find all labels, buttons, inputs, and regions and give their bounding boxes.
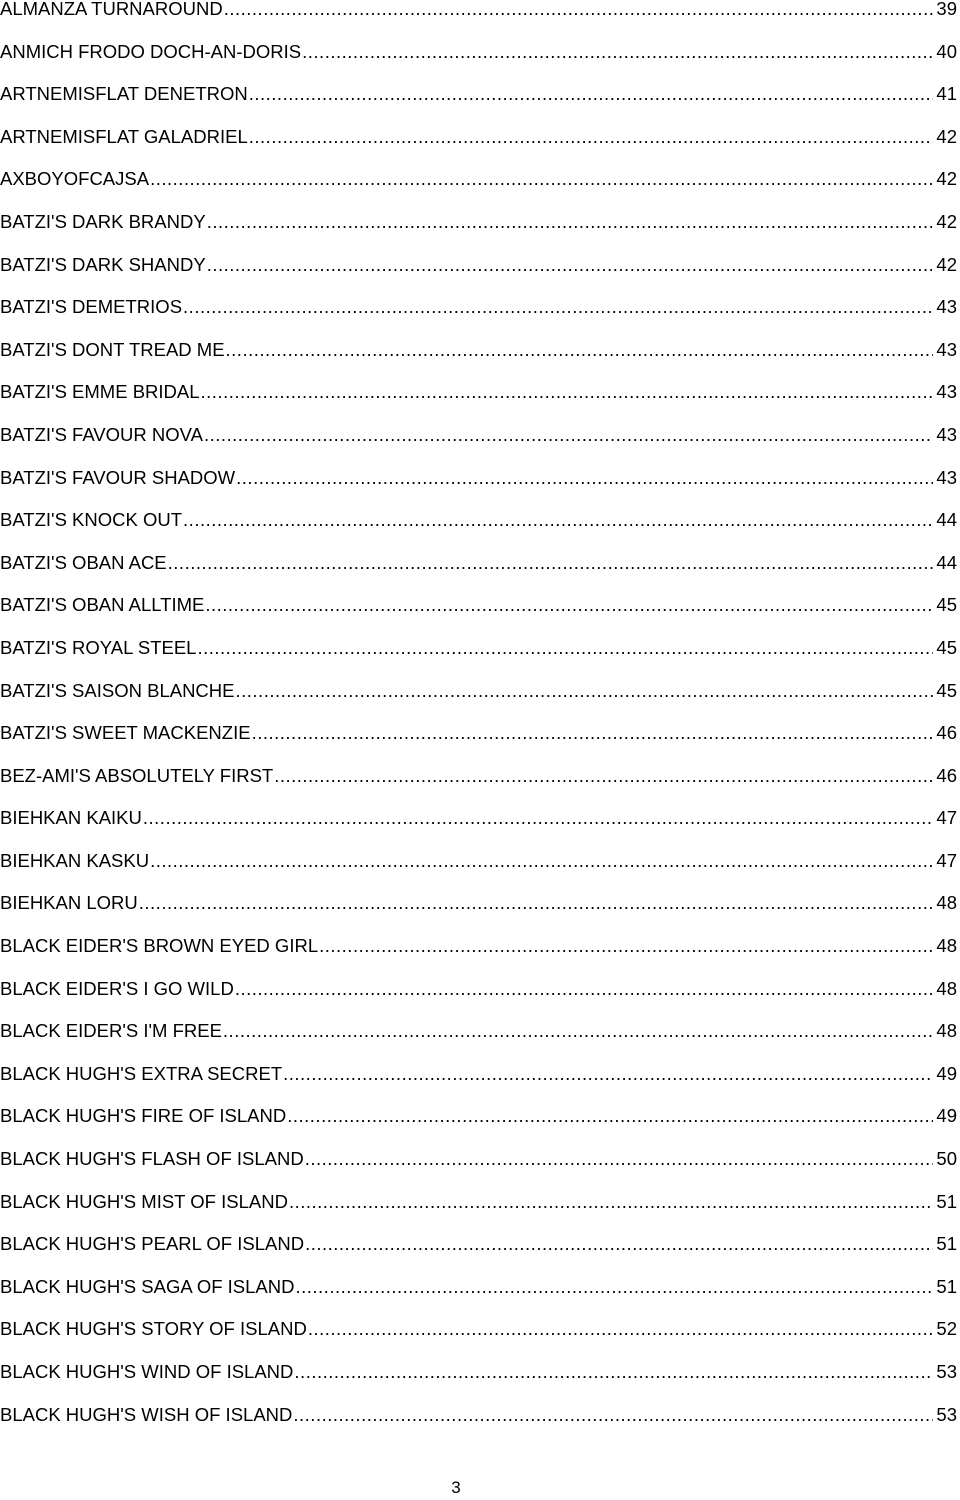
- toc-entry-title-link[interactable]: BEZ-AMI'S ABSOLUTELY FIRST: [0, 764, 274, 786]
- toc-entry[interactable]: [0, 418, 957, 461]
- toc-entry-page-number: 49: [936, 1105, 957, 1127]
- toc-entry[interactable]: [0, 1014, 957, 1057]
- toc-entry[interactable]: [0, 886, 957, 929]
- toc-entry[interactable]: [0, 1057, 957, 1100]
- dot-leader: [204, 418, 933, 452]
- toc-entry-title-link[interactable]: BATZI'S FAVOUR NOVA: [0, 423, 203, 445]
- toc-entry[interactable]: [0, 35, 957, 78]
- toc-entry[interactable]: [0, 333, 957, 376]
- toc-entry-title-link[interactable]: BATZI'S DONT TREAD ME: [0, 338, 225, 360]
- toc-entry-page-number: 53: [936, 1361, 957, 1382]
- toc-entry-page-number: 51: [936, 1190, 957, 1212]
- toc-entry-title-link[interactable]: BLACK HUGH'S WISH OF ISLAND: [0, 1403, 293, 1425]
- dot-leader: [183, 290, 933, 324]
- toc-entry-title-link[interactable]: BLACK HUGH'S PEARL OF ISLAND: [0, 1233, 305, 1255]
- toc-entry-title-link[interactable]: BATZI'S DEMETRIOS: [0, 296, 183, 318]
- toc-entry[interactable]: [0, 1270, 957, 1313]
- toc-entry-title-link[interactable]: BLACK HUGH'S EXTRA SECRET: [0, 1062, 283, 1084]
- dot-leader: [236, 461, 933, 495]
- toc-entry[interactable]: [0, 1185, 957, 1228]
- toc-entry-title-link[interactable]: BLACK HUGH'S MIST OF ISLAND: [0, 1190, 288, 1212]
- toc-entry[interactable]: [0, 461, 957, 504]
- dot-leader: [305, 1142, 934, 1176]
- toc-entry-page-number: 51: [936, 1233, 957, 1255]
- dot-leader: [302, 35, 933, 69]
- dot-leader: [226, 333, 934, 367]
- toc-entry[interactable]: [0, 631, 957, 674]
- dot-leader: [197, 631, 933, 665]
- toc-entry-title-link[interactable]: BATZI'S KNOCK OUT: [0, 509, 183, 531]
- toc-entry[interactable]: [0, 674, 957, 717]
- toc-entry[interactable]: [0, 588, 957, 631]
- toc-entry-page-number: 53: [936, 1403, 957, 1425]
- toc-entry-page-number: 43: [936, 466, 957, 488]
- toc-entry-page-number: 48: [936, 977, 957, 999]
- dot-leader: [249, 120, 934, 154]
- toc-entry-page-number: 49: [936, 1062, 957, 1084]
- dot-leader: [183, 503, 933, 537]
- toc-entry[interactable]: [0, 546, 957, 589]
- toc-entry-title-link[interactable]: BATZI'S OBAN ALLTIME: [0, 594, 205, 616]
- toc-entry-page-number: 47: [936, 807, 957, 829]
- toc-entry-title-link[interactable]: BLACK HUGH'S FIRE OF ISLAND: [0, 1105, 287, 1127]
- toc-entry[interactable]: [0, 801, 957, 844]
- toc-entry[interactable]: [0, 120, 957, 163]
- dot-leader: [293, 1398, 933, 1432]
- dot-leader: [294, 1355, 933, 1389]
- toc-entry-title-link[interactable]: ANMICH FRODO DOCH-AN-DORIS: [0, 40, 302, 62]
- dot-leader: [223, 1014, 934, 1048]
- toc-entry[interactable]: [0, 162, 957, 205]
- toc-entry-page-number: 43: [936, 338, 957, 360]
- dot-leader: [139, 886, 934, 920]
- toc-entry[interactable]: [0, 1355, 957, 1398]
- toc-entry-title-link[interactable]: BLACK HUGH'S SAGA OF ISLAND: [0, 1275, 295, 1297]
- toc-entry[interactable]: [0, 375, 957, 418]
- toc-entry-title-link[interactable]: BLACK HUGH'S FLASH OF ISLAND: [0, 1148, 304, 1170]
- toc-entry[interactable]: [0, 503, 957, 546]
- dot-leader: [236, 674, 934, 708]
- toc-entry-page-number: 41: [936, 83, 957, 105]
- toc-entry-title-link[interactable]: BATZI'S FAVOUR SHADOW: [0, 466, 236, 488]
- toc-entry-title-link[interactable]: BATZI'S EMME BRIDAL: [0, 381, 200, 403]
- toc-entry-title-link[interactable]: BATZI'S DARK BRANDY: [0, 210, 206, 232]
- toc-entry-title-link[interactable]: ARTNEMISFLAT GALADRIEL: [0, 125, 248, 147]
- dot-leader: [201, 375, 934, 409]
- toc-entry-page-number: 39: [936, 0, 957, 19]
- toc-entry-page-number: 42: [936, 210, 957, 232]
- toc-entry-page-number: 45: [936, 679, 957, 701]
- dot-leader: [319, 929, 933, 963]
- dot-leader: [308, 1312, 934, 1346]
- dot-leader: [252, 716, 934, 750]
- toc-entry-title-link[interactable]: BATZI'S DARK SHANDY: [0, 253, 206, 275]
- toc-entry-page-number: 43: [936, 296, 957, 318]
- toc-entry[interactable]: [0, 716, 957, 759]
- dot-leader: [224, 0, 934, 26]
- toc-entry[interactable]: [0, 77, 957, 120]
- dot-leader: [235, 972, 934, 1006]
- toc-entry[interactable]: [0, 1398, 957, 1441]
- dot-leader: [295, 1270, 933, 1304]
- page-number: 3: [451, 1478, 461, 1497]
- toc-entry[interactable]: [0, 1312, 957, 1355]
- toc-entry-page-number: 47: [936, 849, 957, 871]
- toc-entry-page-number: 45: [936, 636, 957, 658]
- dot-leader: [289, 1185, 933, 1219]
- toc-entry[interactable]: [0, 0, 957, 35]
- toc-entry-page-number: 50: [936, 1148, 957, 1170]
- toc-entry-title-link[interactable]: BLACK HUGH'S STORY OF ISLAND: [0, 1318, 307, 1340]
- dot-leader: [287, 1099, 933, 1133]
- toc-entry[interactable]: [0, 972, 957, 1015]
- toc-entry-title-link[interactable]: BLACK EIDER'S I GO WILD: [0, 977, 234, 999]
- dot-leader: [207, 205, 934, 239]
- dot-leader: [205, 588, 933, 622]
- toc-entry[interactable]: [0, 248, 957, 291]
- toc-entry[interactable]: [0, 1099, 957, 1142]
- toc-entry-title-link[interactable]: BIEHKAN KASKU: [0, 849, 150, 871]
- toc-entry-title-link[interactable]: BLACK EIDER'S I'M FREE: [0, 1020, 222, 1042]
- dot-leader: [283, 1057, 933, 1091]
- toc-entry[interactable]: [0, 1142, 957, 1185]
- dot-leader: [207, 248, 934, 282]
- toc-entry-title-link[interactable]: BIEHKAN KAIKU: [0, 807, 142, 829]
- toc-entry-title-link[interactable]: ARTNEMISFLAT DENETRON: [0, 83, 248, 105]
- toc-entry-title-link[interactable]: BATZI'S SAISON BLANCHE: [0, 679, 235, 701]
- toc-entry-title-link[interactable]: BLACK EIDER'S BROWN EYED GIRL: [0, 935, 319, 957]
- toc-entry-title-link[interactable]: ALMANZA TURNAROUND: [0, 0, 223, 19]
- toc-entry[interactable]: [0, 759, 957, 802]
- toc-entry-page-number: 44: [936, 509, 957, 531]
- dot-leader: [249, 77, 934, 111]
- toc-entry-page-number: 45: [936, 594, 957, 616]
- toc-entry-page-number: 48: [936, 892, 957, 914]
- toc-entry-page-number: 51: [936, 1275, 957, 1297]
- toc-entry-page-number: 48: [936, 1020, 957, 1042]
- toc-entry-page-number: 46: [936, 722, 957, 744]
- toc-entry-page-number: 42: [936, 253, 957, 275]
- dot-leader: [150, 162, 933, 196]
- toc-entry-title-link[interactable]: BATZI'S SWEET MACKENZIE: [0, 722, 251, 744]
- toc-entry-page-number: 52: [936, 1318, 957, 1340]
- toc-entry-page-number: 42: [936, 125, 957, 147]
- toc-entry-page-number: 43: [936, 381, 957, 403]
- dot-leader: [305, 1227, 933, 1261]
- toc-entry-page-number: 43: [936, 423, 957, 445]
- toc-entry[interactable]: [0, 1227, 957, 1270]
- toc-entry-page-number: 46: [936, 764, 957, 786]
- toc-entry[interactable]: [0, 290, 957, 333]
- toc-entry-title-link[interactable]: BIEHKAN LORU: [0, 892, 138, 914]
- dot-leader: [143, 801, 934, 835]
- toc-entry[interactable]: [0, 205, 957, 248]
- dot-leader: [150, 844, 933, 878]
- toc-entry[interactable]: [0, 844, 957, 887]
- toc-entry-title-link[interactable]: AXBOYOFCAJSA: [0, 168, 150, 190]
- toc-entry-title-link[interactable]: BATZI'S OBAN ACE: [0, 551, 167, 573]
- toc-entry-title-link[interactable]: BATZI'S ROYAL STEEL: [0, 636, 197, 658]
- dot-leader: [274, 759, 933, 793]
- toc-entry-page-number: 42: [936, 168, 957, 190]
- toc-entry-page-number: 44: [936, 551, 957, 573]
- toc-entry-page-number: 48: [936, 935, 957, 957]
- toc-entry-page-number: 40: [936, 40, 957, 62]
- dot-leader: [168, 546, 934, 580]
- toc-entry-title-link[interactable]: BLACK HUGH'S WIND OF ISLAND: [0, 1361, 294, 1382]
- toc-entry[interactable]: [0, 929, 957, 972]
